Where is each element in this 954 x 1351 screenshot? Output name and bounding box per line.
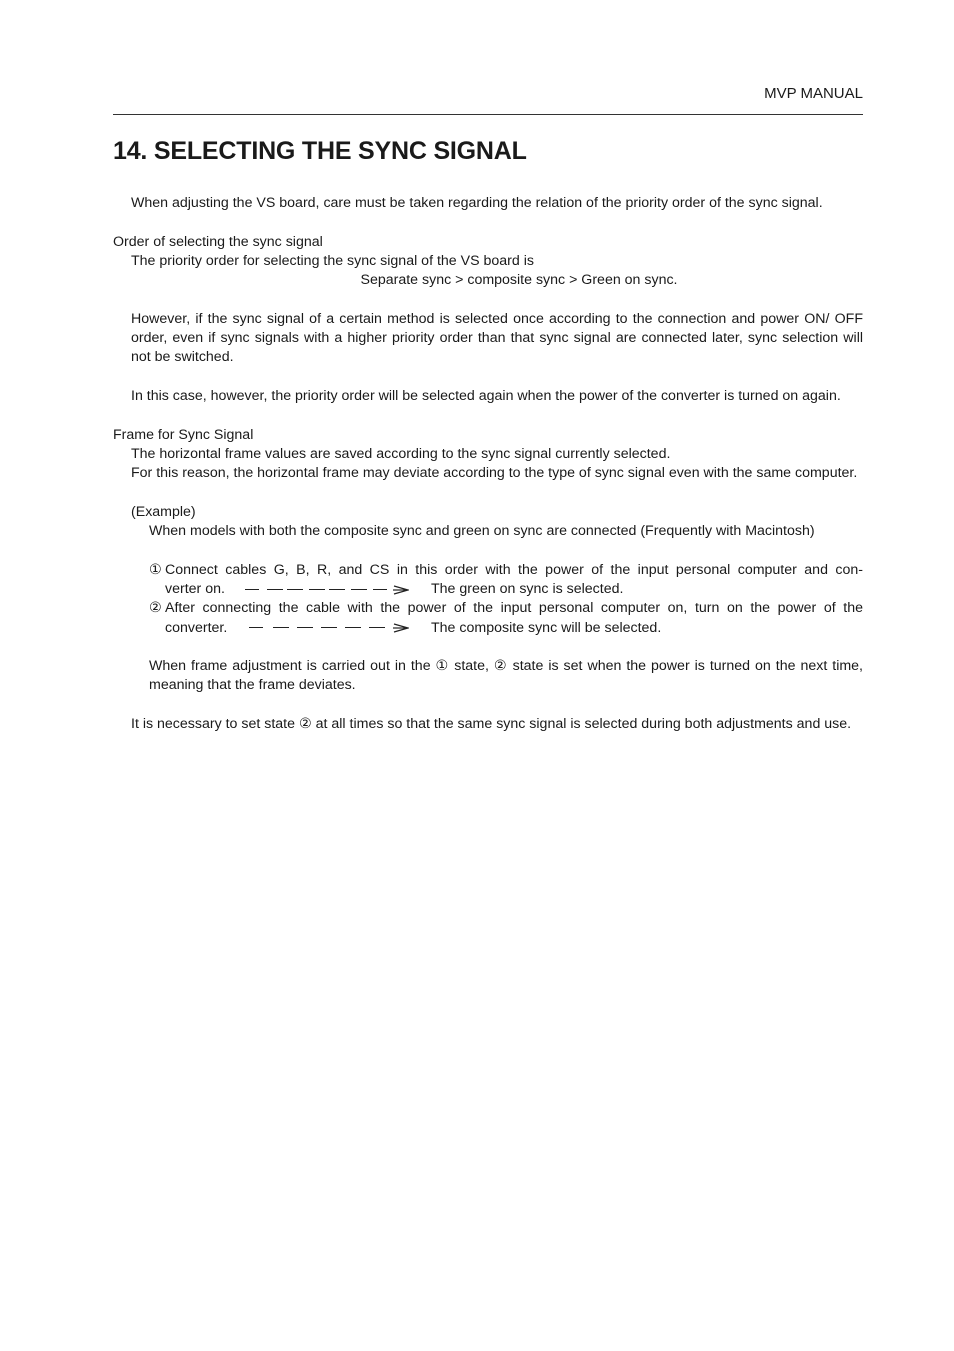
step-result: The green on sync is selected.: [431, 580, 624, 597]
dashed-arrow-icon: [245, 585, 409, 595]
step-number: ①: [149, 561, 162, 578]
step-text-line-2: converter.: [165, 619, 228, 636]
step-text-line-1: Connect cables G, B, R, and CS in this order with the power of the input personal computer and con-: [165, 561, 863, 578]
priority-sequence: Separate sync > composite sync > Green on sync.: [360, 272, 678, 289]
order-paragraph-2: In this case, however, the priority order will be selected again when the power of the converter is turned on again.: [131, 387, 841, 404]
step-number: ②: [149, 600, 162, 617]
order-line-1: The priority order for selecting the sync signal of the VS board is: [131, 252, 534, 269]
example-step-1: [149, 561, 863, 600]
example-step-2: [149, 599, 863, 638]
conclusion-paragraph: It is necessary to set state ② at all times so that the same sync signal is selected during both adjustments and use.: [131, 716, 852, 733]
frame-heading: Frame for Sync Signal: [113, 426, 254, 443]
frame-note: When frame adjustment is carried out in the ① state, ② state is set when the power is turned on the next time, meaning that the frame deviates.: [149, 658, 863, 694]
step-result: The composite sync will be selected.: [431, 619, 662, 636]
order-paragraph-1: However, if the sync signal of a certain method is selected once according to the connection and power ON/ OFF order, even if sync signals with a higher priority order than that sync signal are connected later, sync selection will not be switched.: [131, 310, 863, 366]
section-body: [0, 194, 954, 734]
section-title: 14. SELECTING THE SYNC SIGNAL: [113, 137, 527, 165]
intro-paragraph: When adjusting the VS board, care must be taken regarding the relation of the priority order of the sync signal.: [131, 195, 823, 211]
order-heading: Order of selecting the sync signal: [113, 233, 323, 250]
step-text-line-1: After connecting the cable with the power of the input personal computer on, turn on the power of the: [165, 600, 863, 617]
running-header: MVP MANUAL: [764, 85, 863, 102]
example-intro: When models with both the composite sync and green on sync are connected (Frequently with Macintosh): [149, 523, 815, 540]
frame-line-2: For this reason, the horizontal frame may deviate according to the type of sync signal even with the same computer.: [131, 465, 858, 482]
step-text-line-2: verter on.: [165, 580, 225, 597]
example-label: (Example): [131, 503, 196, 520]
dashed-arrow-icon: [249, 623, 409, 633]
frame-line-1: The horizontal frame values are saved according to the sync signal currently selected.: [131, 445, 671, 462]
header-rule: [113, 114, 863, 115]
